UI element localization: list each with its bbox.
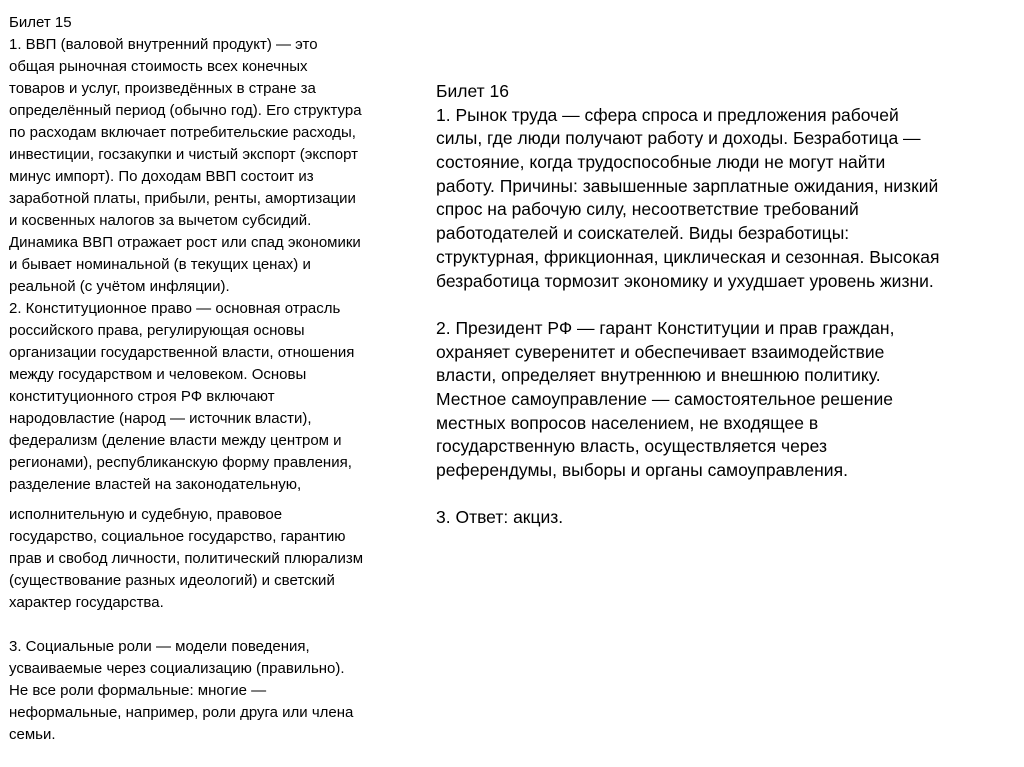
text-line: Билет 15	[9, 14, 72, 31]
text-line: определённый период (обычно год). Его структура	[9, 102, 362, 119]
text-line: характер государства.	[9, 594, 164, 611]
spacer	[436, 293, 1016, 317]
text-line: государство, социальное государство, гарантию	[9, 528, 346, 545]
ticket-15-column	[9, 12, 419, 746]
text-line: и косвенных налогов за вычетом субсидий.	[9, 212, 312, 229]
text-line: и бывает номинальной (в текущих ценах) и	[9, 256, 311, 273]
text-line: 1. ВВП (валовой внутренний продукт) — это	[9, 36, 318, 53]
text-line: безработица тормозит экономику и ухудшает уровень жизни.	[436, 270, 934, 291]
text-line: минус импорт). По доходам ВВП состоит из	[9, 168, 314, 185]
text-line: прав и свобод личности, политический плюрализм	[9, 550, 364, 567]
text-line: референдумы, выборы и органы самоуправления.	[436, 460, 848, 480]
text-line: (существование разных идеологий) и светский	[9, 572, 335, 589]
text-line: инвестиции, госзакупки и чистый экспорт (экспорт	[9, 146, 358, 163]
text-line: федерализм (деление власти между центром и	[9, 432, 342, 449]
text-line: работу. Причины: завышенные зарплатные ожидания, низкий	[436, 175, 939, 196]
ticket-16-block-a	[436, 80, 1016, 293]
text-line: работодателей и соискателей. Виды безработицы:	[436, 223, 850, 244]
text-line: 3. Социальные роли — модели поведения,	[9, 638, 310, 655]
spacer	[436, 483, 1016, 507]
text-line: власти, определяет внутреннюю и внешнюю политику.	[436, 365, 881, 386]
text-line: российского права, регулирующая основы	[9, 322, 305, 339]
spacer	[9, 614, 419, 636]
text-line: 1. Рынок труда — сфера спроса и предложения рабочей	[436, 104, 899, 125]
text-line: Билет 16	[436, 81, 509, 101]
ticket-15-block-c	[9, 636, 419, 746]
text-line: силы, где люди получают работу и доходы. Безработица —	[436, 128, 921, 149]
text-line: неформальные, например, роли друга или члена	[9, 704, 354, 721]
ticket-16-block-b	[436, 317, 1016, 483]
spacer	[9, 496, 419, 504]
text-line: спрос на рабочую силу, несоответствие требований	[436, 199, 859, 220]
text-line: по расходам включает потребительские расходы,	[9, 124, 356, 141]
ticket-15-block-a	[9, 12, 419, 496]
text-line: местных вопросов населением, не входящее в	[436, 412, 819, 433]
text-line: народовластие (народ — источник власти),	[9, 410, 312, 427]
text-line: разделение властей на законодательную,	[9, 476, 302, 493]
text-line: охраняет суверенитет и обеспечивает взаимодействие	[436, 341, 885, 362]
text-line: организации государственной власти, отношения	[9, 344, 355, 361]
text-line: государственную власть, осуществляется через	[436, 436, 827, 457]
text-line: реальной (с учётом инфляции).	[9, 278, 230, 295]
ticket-15-block-b	[9, 504, 419, 614]
text-line: структурная, фрикционная, циклическая и сезонная. Высокая	[436, 246, 940, 267]
text-line: усваиваемые через социализацию (правильно).	[9, 660, 345, 677]
text-line: 3. Ответ: акциз.	[436, 507, 564, 528]
text-line: товаров и услуг, произведённых в стране за	[9, 80, 316, 97]
text-line: общая рыночная стоимость всех конечных	[9, 58, 308, 75]
text-line: семьи.	[9, 726, 56, 743]
text-line: Динамика ВВП отражает рост или спад экономики	[9, 234, 361, 251]
text-line: исполнительную и судебную, правовое	[9, 506, 283, 523]
text-line: Не все роли формальные: многие —	[9, 682, 267, 699]
text-line: заработной платы, прибыли, ренты, амортизации	[9, 190, 356, 207]
text-line: 2. Президент РФ — гарант Конституции и прав граждан,	[436, 317, 895, 338]
text-line: состояние, когда трудоспособные люди не могут найти	[436, 152, 886, 173]
text-line: между государством и человеком. Основы	[9, 366, 307, 383]
text-line: Местное самоуправление — самостоятельное решение	[436, 388, 893, 409]
ticket-16-block-c	[436, 506, 1016, 530]
text-line: регионами), республиканскую форму правления,	[9, 454, 352, 471]
text-line: 2. Конституционное право — основная отрасль	[9, 300, 341, 317]
ticket-16-column	[436, 80, 1016, 530]
text-line: конституционного строя РФ включают	[9, 388, 275, 405]
